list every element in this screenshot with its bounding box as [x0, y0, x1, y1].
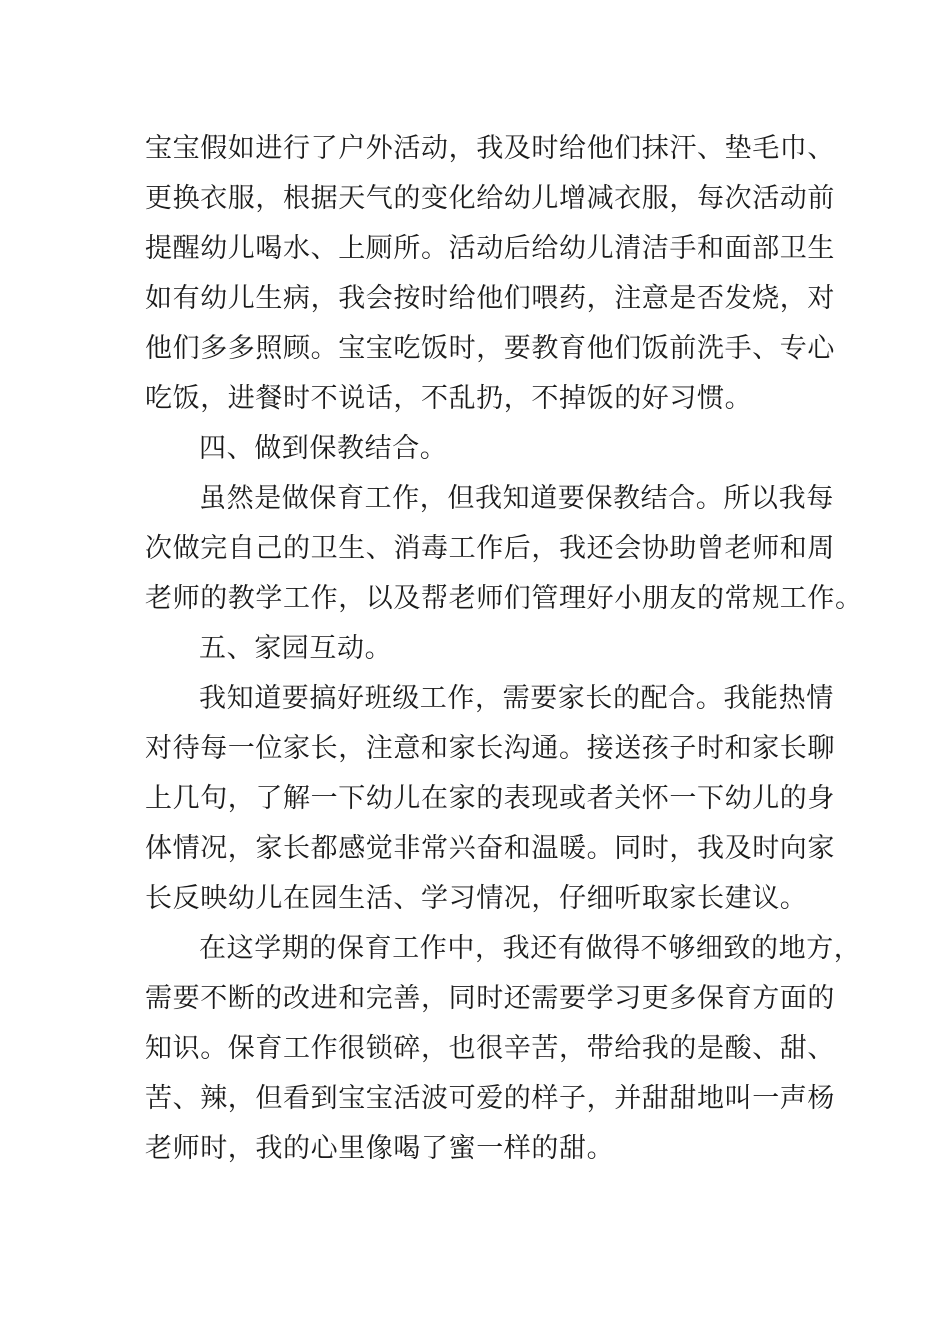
text-line: 长反映幼儿在园生活、学习情况，仔细听取家长建议。: [145, 883, 808, 914]
text-line: 需要不断的改进和完善，同时还需要学习更多保育方面的: [145, 983, 835, 1014]
text-line: 苦、辣，但看到宝宝活波可爱的样子，并甜甜地叫一声杨: [145, 1083, 835, 1114]
text-line: 我知道要搞好班级工作，需要家长的配合。我能热情: [199, 683, 834, 714]
text-line: 对待每一位家长，注意和家长沟通。接送孩子时和家长聊: [145, 733, 835, 764]
text-line: 老师的教学工作，以及帮老师们管理好小朋友的常规工作。: [145, 583, 863, 614]
text-line: 老师时，我的心里像喝了蜜一样的甜。: [145, 1133, 615, 1164]
text-line: 在这学期的保育工作中，我还有做得不够细致的地方，: [199, 933, 862, 964]
text-line: 上几句，了解一下幼儿在家的表现或者关怀一下幼儿的身: [145, 783, 835, 814]
text-line: 知识。保育工作很锁碎，也很辛苦，带给我的是酸、甜、: [145, 1033, 835, 1064]
section-heading: 五、家园互动。: [199, 633, 393, 664]
text-line: 更换衣服，根据天气的变化给幼儿增减衣服，每次活动前: [145, 183, 835, 214]
section-heading: 四、做到保教结合。: [199, 433, 448, 464]
text-line: 如有幼儿生病，我会按时给他们喂药，注意是否发烧，对: [145, 283, 835, 314]
text-line: 虽然是做保育工作，但我知道要保教结合。所以我每: [199, 483, 834, 514]
text-line: 宝宝假如进行了户外活动，我及时给他们抹汗、垫毛巾、: [145, 133, 835, 164]
text-line: 他们多多照顾。宝宝吃饭时，要教育他们饭前洗手、专心: [145, 333, 835, 364]
text-line: 提醒幼儿喝水、上厕所。活动后给幼儿清洁手和面部卫生: [145, 233, 835, 264]
text-line: 吃饭，进餐时不说话，不乱扔，不掉饭的好习惯。: [145, 383, 753, 414]
text-line: 次做完自己的卫生、消毒工作后，我还会协助曾老师和周: [145, 533, 835, 564]
text-line: 体情况，家长都感觉非常兴奋和温暖。同时，我及时向家: [145, 833, 835, 864]
